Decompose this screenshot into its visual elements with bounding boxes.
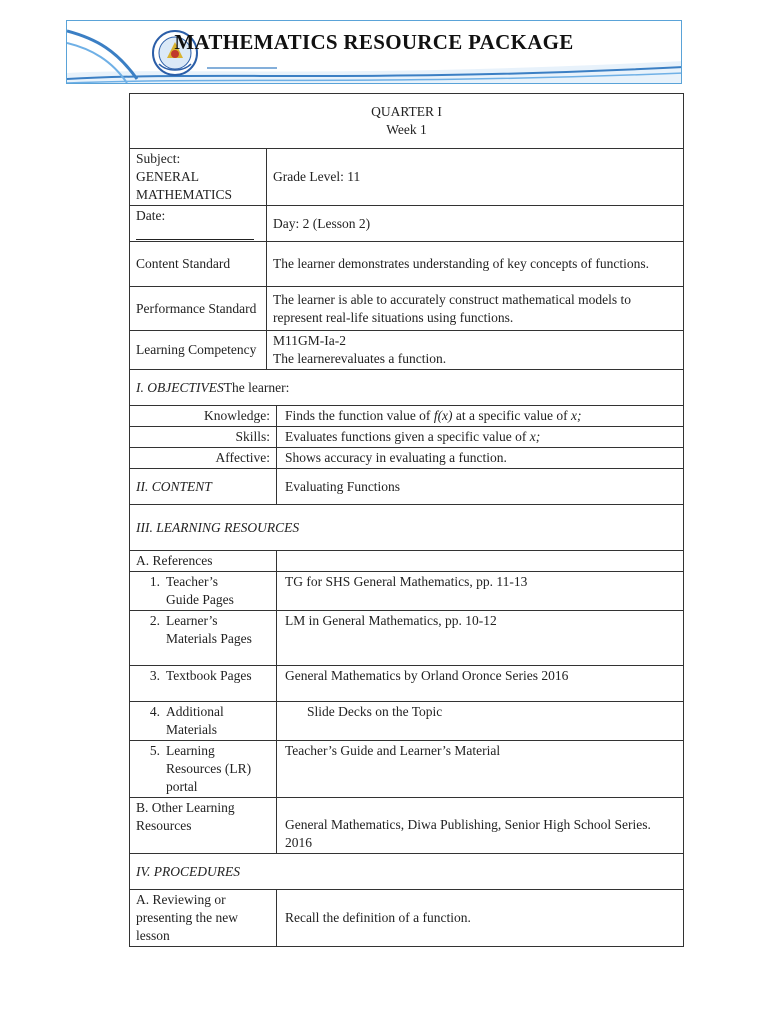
- reference-label: Additional Materials: [166, 704, 224, 737]
- objective-label: Affective:: [130, 448, 277, 469]
- week-label: Week 1: [386, 122, 427, 137]
- date-label: Date:: [136, 208, 166, 223]
- objective-skills-row: [130, 427, 684, 448]
- resources-heading: III. LEARNING RESOURCES: [130, 505, 684, 551]
- objective-text: Shows accuracy in evaluating a function.: [276, 448, 683, 469]
- objective-label: Knowledge:: [130, 406, 277, 427]
- competency-code: M11GM-Ia-2: [272, 333, 346, 348]
- procedures-heading-row: [130, 854, 684, 890]
- performance-standard-row: [130, 287, 684, 331]
- procedures-heading: IV. PROCEDURES: [130, 854, 684, 890]
- performance-standard-text: The learner is able to accurately construct mathematical models to represent real-life situations using functions.: [266, 287, 683, 331]
- reference-label: Learner’s Materials Pages: [166, 613, 252, 646]
- objectives-lead: The learner:: [223, 379, 290, 395]
- content-standard-label: Content Standard: [130, 242, 267, 287]
- subject-row: [130, 149, 684, 206]
- reference-value: LM in General Mathematics, pp. 10-12: [276, 611, 683, 666]
- reference-label: Teacher’s Guide Pages: [166, 574, 234, 607]
- other-resources-value: General Mathematics, Diwa Publishing, Senior High School Series. 2016: [276, 798, 683, 854]
- lesson-plan-table: [129, 93, 684, 947]
- reference-row: [130, 611, 684, 666]
- reference-row: [130, 666, 684, 702]
- reference-number: 5.: [149, 743, 160, 758]
- references-row: [130, 551, 684, 572]
- reference-value: General Mathematics by Orland Oronce Series 2016: [276, 666, 683, 702]
- subject-label: Subject:: [136, 151, 181, 166]
- reference-row: [130, 741, 684, 798]
- grade-level: Grade Level: 11: [266, 149, 683, 206]
- document-title: MATHEMATICS RESOURCE PACKAGE: [174, 30, 574, 54]
- day-label: Day: 2 (Lesson 2): [266, 206, 683, 242]
- quarter-label: QUARTER I: [371, 104, 442, 119]
- reference-label: Textbook Pages: [166, 668, 252, 683]
- procedure-row: [130, 890, 684, 947]
- quarter-row: [130, 94, 684, 149]
- performance-standard-label: Performance Standard: [130, 287, 267, 331]
- objective-affective-row: [130, 448, 684, 469]
- competency-label: Learning Competency: [130, 331, 267, 370]
- reference-row: [130, 702, 684, 741]
- date-blank-line: [136, 225, 254, 240]
- date-row: [130, 206, 684, 242]
- reference-label: Learning Resources (LR) portal: [166, 743, 252, 794]
- objectives-heading-row: [130, 370, 684, 406]
- content-row: [130, 469, 684, 505]
- reference-value: TG for SHS General Mathematics, pp. 11-13: [276, 572, 683, 611]
- objectives-heading: I. OBJECTIVES: [136, 379, 224, 395]
- objective-knowledge-row: [130, 406, 684, 427]
- procedure-value: Recall the definition of a function.: [276, 890, 683, 947]
- content-value: Evaluating Functions: [276, 469, 683, 505]
- reference-number: 2.: [149, 613, 160, 628]
- reference-value: Slide Decks on the Topic: [276, 702, 683, 741]
- other-resources-row: [130, 798, 684, 854]
- reference-number: 1.: [149, 574, 160, 589]
- content-heading: II. CONTENT: [130, 469, 277, 505]
- content-standard-row: [130, 242, 684, 287]
- objective-text: Finds the function value of f(x) at a specific value of x;: [276, 406, 683, 427]
- procedure-label: A. Reviewing or presenting the new lesson: [130, 890, 277, 947]
- other-resources-label: B. Other Learning Resources: [130, 798, 277, 854]
- reference-number: 4.: [149, 704, 160, 719]
- objective-label: Skills:: [130, 427, 277, 448]
- reference-row: [130, 572, 684, 611]
- header-banner: [66, 20, 682, 84]
- lesson-plan: [129, 93, 684, 947]
- objective-text: Evaluates functions given a specific value of x;: [276, 427, 683, 448]
- references-label: A. References: [130, 551, 277, 572]
- content-standard-text: The learner demonstrates understanding of key concepts of functions.: [266, 242, 683, 287]
- competency-text: The learnerevaluates a function.: [272, 351, 447, 366]
- reference-number: 3.: [149, 668, 160, 683]
- reference-value: Teacher’s Guide and Learner’s Material: [276, 741, 683, 798]
- subject-value: GENERAL MATHEMATICS: [136, 169, 233, 202]
- competency-row: [130, 331, 684, 370]
- resources-heading-row: [130, 505, 684, 551]
